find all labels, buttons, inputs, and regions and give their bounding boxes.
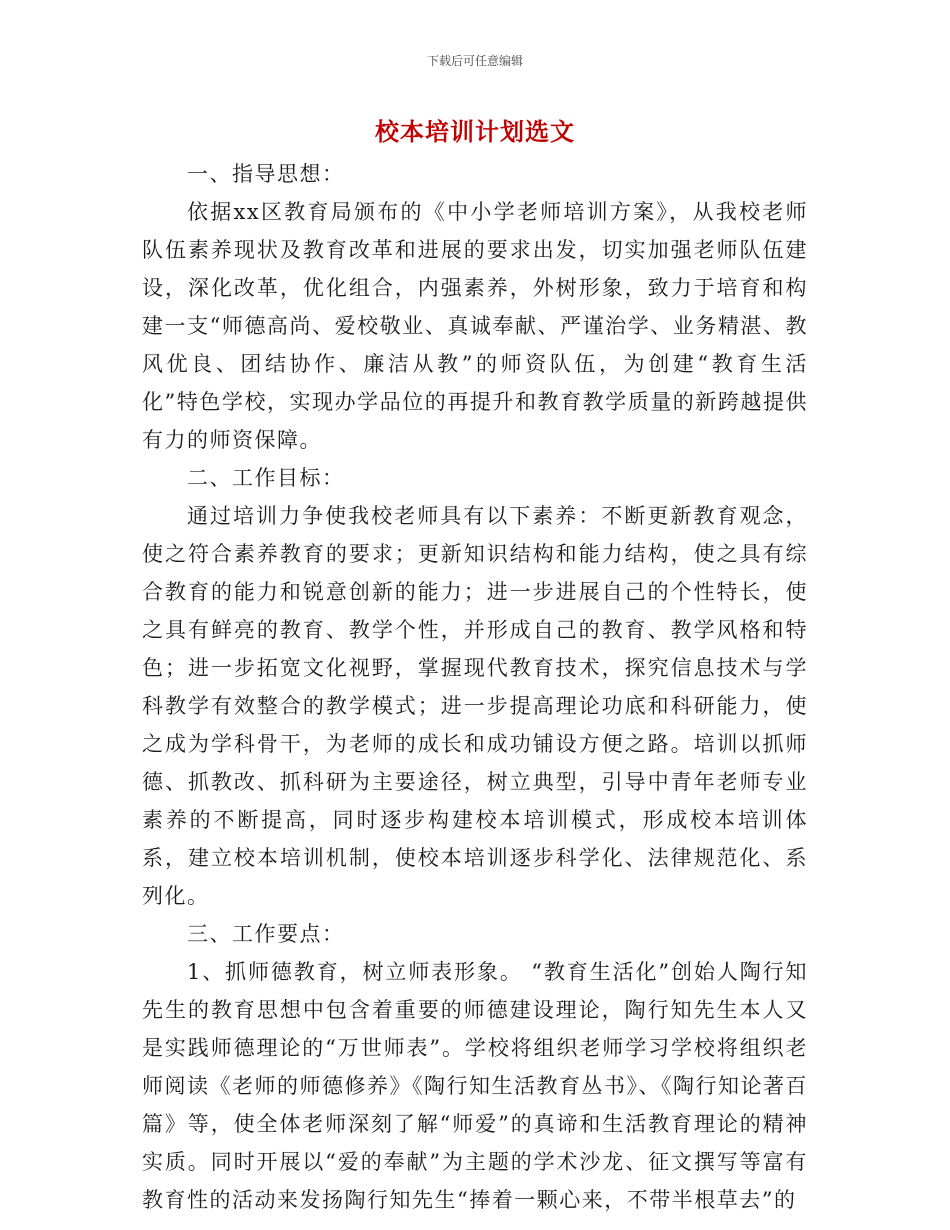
paragraph-guiding-thought: 依据xx区教育局颁布的《中小学老师培训方案》，从我校老师队伍素养现状及教育改革和进展的要求出发，切实加强老师队伍建设，深化改革，优化组合，内强素养，外树形象，致力于培育和构建一支“师德高尚、爱校敬业、真诚奉献、严谨治学、业务精湛、教风优良、团结协作、廉洁从教”的师资队伍，为创建“教育生活化”特色学校，实现办学品位的再提升和教育教学质量的新跨越提供有力的师资保障。 (142, 200, 808, 452)
paragraph-work-goals: 通过培训力争使我校老师具有以下素养：不断更新教育观念，使之符合素养教育的要求；更新知识结构和能力结构，使之具有综合教育的能力和锐意创新的能力；进一步进展自己的个性特长，使之具有鲜亮的教育、教学个性，并形成自己的教育、教学风格和特色；进一步拓宽文化视野，掌握现代教育技术，探究信息技术与学科教学有效整合的教学模式；进一步提高理论功底和科研能力，使之成为学科骨干，为老师的成长和成功铺设方便之路。培训以抓师德、抓教改、抓科研为主要途径，树立典型，引导中青年老师专业素养的不断提高，同时逐步构建校本培训模式，形成校本培训体系，建立校本培训机制，使校本培训逐步科学化、法律规范化、系列化。 (142, 504, 808, 908)
paragraph-work-points: 1、抓师德教育，树立师表形象。 “教育生活化”创始人陶行知先生的教育思想中包含着重要的师德建设理论，陶行知先生本人又是实践师德理论的“万世师表”。学校将组织老师学习学校将组织老师阅读《老师的师德修养》《陶行知生活教育丛书》、《陶行知论著百篇》等，使全体老师深刻了解“师爱”的真谛和生活教育理论的精神实质。同时开展以“爱的奉献”为主题的学术沙龙、征文撰写等富有教育性的活动来发扬陶行知先生“捧着一颗心来，不带半根草去”的 (142, 960, 808, 1212)
section-heading-guiding-thought: 一、指导思想： (187, 162, 345, 186)
section-heading-work-points: 三、工作要点： (187, 922, 345, 946)
header-note: 下载后可任意编辑 (426, 54, 523, 68)
document-body (142, 155, 808, 1219)
section-heading-work-goals: 二、工作目标： (187, 466, 345, 490)
document-title: 校本培训计划选文 (375, 118, 575, 146)
